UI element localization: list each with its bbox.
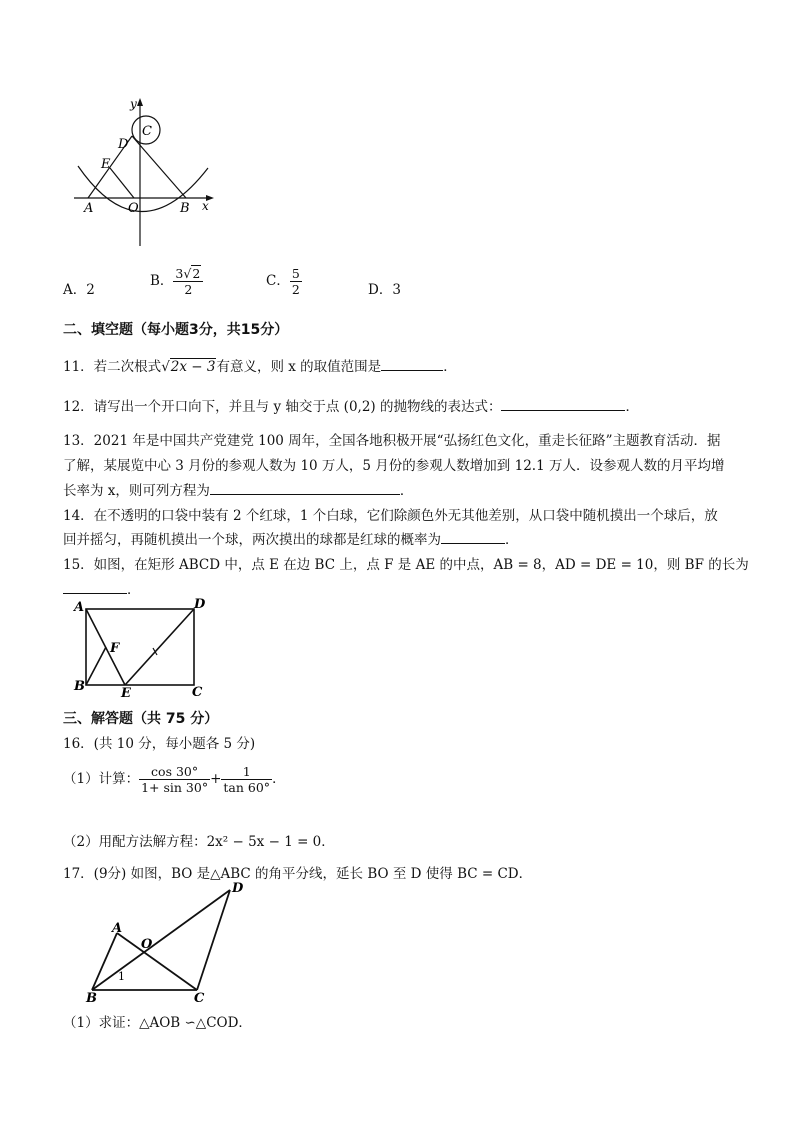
q14-line-2-text: 回并摇匀，再随机摸出一个球，两次摸出的球都是红球的概率为 (63, 532, 441, 548)
option-c-prefix: C． (266, 273, 290, 289)
q15-end: ． (127, 582, 141, 598)
option-c-num: 5 (291, 266, 300, 281)
segment-ac (117, 933, 197, 990)
q16-p1-end: ． (272, 771, 286, 787)
figure-q10 (60, 96, 216, 248)
q17-head: 17．(9分) 如图，BO 是△ABC 的角平分线，延长 BO 至 D 使得 BC = CD． (63, 866, 533, 882)
q13-end: ． (399, 483, 414, 499)
q16-num2: 1 (221, 764, 272, 780)
fig10-label-c: C (142, 124, 152, 139)
q11-prefix: 11．若二次根式 (63, 359, 162, 375)
option-c-den: 2 (291, 282, 300, 297)
figure-q17 (62, 880, 258, 1004)
q13-answer-blank[interactable] (210, 482, 400, 495)
fig15-label-a: A (74, 600, 85, 615)
option-b-fraction: $\frac{3√2}{2}$ (173, 266, 203, 297)
fig10-label-e: E (101, 157, 111, 172)
option-b (150, 266, 203, 297)
fig10-label-x: x (202, 199, 209, 213)
q13-line-1: 13．2021 年是中国共产党建党 100 周年，全国各地积极开展“弘扬红色文化，重走长征路”主题教育活动．据 (63, 433, 721, 449)
fig10-label-b: B (180, 201, 190, 216)
q17-part-1: （1）求证：△AOB ∽△COD． (63, 1015, 252, 1031)
option-b-radicand: 2 (192, 266, 201, 281)
question-11 (63, 355, 457, 375)
q14-line-2 (63, 528, 519, 548)
y-axis-arrow (137, 98, 143, 106)
q15-line-1: 15．如图，在矩形 ABCD 中，点 E 在边 BC 上，点 F 是 AE 的中点，AB = 8，AD = DE = 10，则 BF 的长为 (63, 557, 749, 573)
fig17-label-b: B (86, 991, 97, 1004)
q11-radicand: 2x − 3 (170, 359, 216, 375)
fig10-label-o: O (128, 201, 139, 216)
q16-num1: cos 30° (139, 764, 210, 780)
option-b-coef: 3 (175, 266, 184, 281)
q12-end: ． (625, 399, 639, 415)
fig15-label-f: F (110, 641, 120, 656)
section3-title: 三、解答题（共 75 分） (63, 711, 219, 727)
segment-de (125, 609, 194, 685)
q14-end: ． (505, 532, 519, 548)
option-d: D．3 (368, 282, 401, 298)
fig17-angle-1: 1 (118, 970, 125, 983)
option-a: A．2 (63, 282, 95, 298)
q11-suffix: 有意义，则 x 的取值范围是 (216, 359, 382, 375)
q16-plus: + (210, 771, 222, 787)
q11-radical: √2x − 3 (161, 359, 216, 375)
q14-answer-blank[interactable] (441, 531, 505, 544)
fig17-label-d: D (232, 881, 244, 896)
q16-p1-prefix: （1）计算： (63, 771, 140, 787)
fig10-label-a: A (84, 201, 94, 216)
question-12 (63, 395, 639, 415)
fig10-label-d: D (118, 137, 129, 152)
q16-fraction-2 (221, 764, 272, 795)
fig17-label-a: A (112, 921, 123, 936)
option-b-prefix: B． (150, 273, 174, 289)
q16-head: 16．(共 10 分，每小题各 5 分) (63, 736, 256, 752)
q12-text: 12．请写出一个开口向下，并且与 y 轴交于点 (0,2) 的抛物线的表达式： (63, 399, 502, 415)
q16-part-1 (63, 764, 286, 795)
q13-line-2: 了解，某展览中心 3 月份的参观人数为 10 万人，5 月份的参观人数增加到 12.1 万人．设参观人数的月平均增 (63, 458, 725, 474)
segment-bf (86, 647, 106, 685)
q12-answer-blank[interactable] (501, 398, 625, 411)
q16-fraction-1 (139, 764, 210, 795)
q15-line-2 (63, 578, 141, 598)
fig15-label-c: C (192, 685, 203, 700)
q13-line-3 (63, 479, 413, 499)
q15-answer-blank[interactable] (63, 581, 127, 594)
section2-title: 二、填空题（每小题3分，共15分） (63, 322, 289, 338)
fig15-label-d: D (194, 597, 206, 612)
rectangle-abcd (86, 609, 194, 685)
figure-q15 (68, 596, 218, 700)
q11-end: ． (443, 359, 457, 375)
q13-line-3-text: 长率为 x，则可列方程为 (63, 483, 210, 499)
fig15-label-e: E (121, 686, 131, 700)
fig10-label-y: y (130, 97, 137, 111)
fig17-label-o: O (141, 937, 153, 952)
segment-cd (197, 890, 230, 990)
q16-part-2: （2）用配方法解方程：2x² − 5x − 1 = 0． (63, 834, 335, 850)
fig17-label-c: C (194, 991, 205, 1004)
option-c-fraction (290, 266, 302, 297)
q16-den1: 1+ sin 30° (141, 780, 209, 795)
line-eo (110, 168, 134, 198)
q11-answer-blank[interactable] (381, 358, 443, 371)
q14-line-1: 14．在不透明的口袋中装有 2 个红球，1 个白球，它们除颜色外无其他差别，从口袋中随机摸出一个球后，放 (63, 508, 718, 524)
option-b-den: 2 (184, 282, 193, 297)
q16-den2: tan 60° (223, 780, 271, 795)
fig15-label-b: B (74, 679, 85, 694)
option-c (266, 266, 302, 297)
segment-bd (92, 890, 230, 990)
